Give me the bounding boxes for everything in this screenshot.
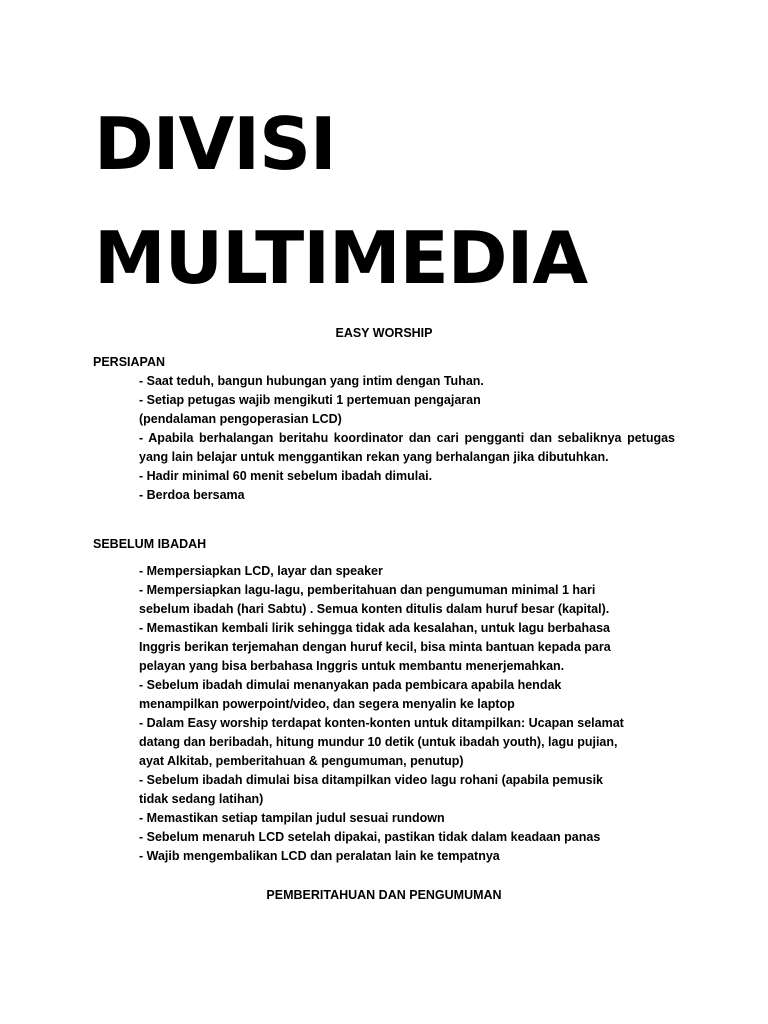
list-item: - Apabila berhalangan beritahu koordinator dan cari pengganti dan sebaliknya petugas yang lain belajar untuk menggantikan rekan yang berhalangan jika dibutuhkan. [139,431,675,464]
list-item: - Memastikan setiap tampilan judul sesuai rundown [139,811,445,825]
section-heading-persiapan: PERSIAPAN [93,355,166,369]
persiapan-list [139,372,675,505]
list-item: - Mempersiapkan LCD, layar dan speaker [139,564,383,578]
sebelum-ibadah-list [139,562,675,866]
list-item: tidak sedang latihan) [139,792,264,806]
list-item: - Wajib mengembalikan LCD dan peralatan lain ke tempatnya [139,849,500,863]
subtitle: EASY WORSHIP [335,326,433,340]
list-item: - Dalam Easy worship terdapat konten-konten untuk ditampilkan: Ucapan selamat [139,716,624,730]
list-item: menampilkan powerpoint/video, dan segera menyalin ke laptop [139,697,515,711]
list-item: datang dan beribadah, hitung mundur 10 detik (untuk ibadah youth), lagu pujian, [139,735,618,749]
list-item: (pendalaman pengoperasian LCD) [139,412,342,426]
list-item: sebelum ibadah (hari Sabtu) . Semua konten ditulis dalam huruf besar (kapital). [139,602,610,616]
list-item: - Berdoa bersama [139,488,245,502]
title-line-1: DIVISI [94,102,336,186]
list-item: - Hadir minimal 60 menit sebelum ibadah dimulai. [139,469,433,483]
list-item: - Saat teduh, bangun hubungan yang intim dengan Tuhan. [139,374,484,388]
list-item: - Memastikan kembali lirik sehingga tidak ada kesalahan, untuk lagu berbahasa [139,621,610,635]
section-heading-sebelum-ibadah: SEBELUM IBADAH [93,537,207,551]
title-line-2: MULTIMEDIA [94,216,588,300]
list-item: - Mempersiapkan lagu-lagu, pemberitahuan dan pengumuman minimal 1 hari [139,583,596,597]
list-item: ayat Alkitab, pemberitahuan & pengumuman, penutup) [139,754,464,768]
list-item: - Sebelum ibadah dimulai bisa ditampilkan video lagu rohani (apabila pemusik [139,773,603,787]
list-item: - Sebelum menaruh LCD setelah dipakai, pastikan tidak dalam keadaan panas [139,830,601,844]
section-heading-pemberitahuan: PEMBERITAHUAN DAN PENGUMUMAN [266,888,502,902]
list-item: - Setiap petugas wajib mengikuti 1 pertemuan pengajaran [139,393,481,407]
list-item: pelayan yang bisa berbahasa Inggris untuk membantu menerjemahkan. [139,659,565,673]
list-item: - Sebelum ibadah dimulai menanyakan pada pembicara apabila hendak [139,678,562,692]
list-item: Inggris berikan terjemahan dengan huruf kecil, bisa minta bantuan kepada para [139,640,611,654]
